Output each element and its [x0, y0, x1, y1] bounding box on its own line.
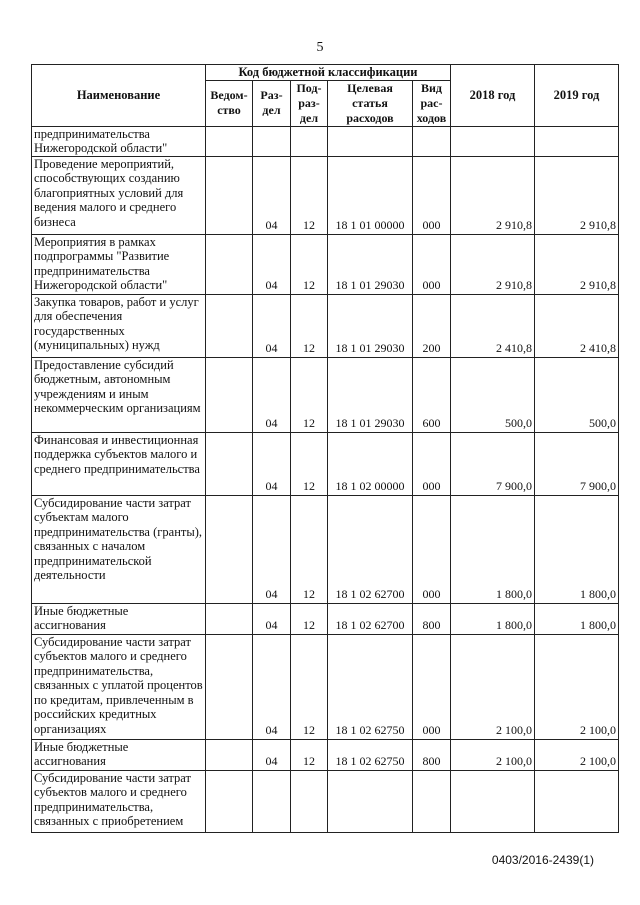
row-vid: 000	[413, 156, 451, 234]
row-razdel	[253, 770, 291, 832]
header-2018: 2018 год	[451, 65, 535, 127]
row-vedomstvo	[206, 234, 253, 294]
row-name: предпринимательства Нижегородской области"	[32, 126, 206, 156]
row-name: Иные бюджетные ассигнования	[32, 739, 206, 770]
header-budget-code-group: Код бюджетной классификации	[206, 65, 451, 81]
row-2018: 1 800,0	[451, 495, 535, 603]
row-2019: 2 910,8	[535, 156, 619, 234]
row-vid: 200	[413, 294, 451, 357]
row-vedomstvo	[206, 770, 253, 832]
row-vedomstvo	[206, 495, 253, 603]
row-2018: 2 100,0	[451, 739, 535, 770]
row-razdel: 04	[253, 603, 291, 634]
document-code: 0403/2016-2439(1)	[491, 853, 594, 867]
table-row	[32, 495, 619, 603]
row-target	[328, 770, 413, 832]
row-vid: 000	[413, 495, 451, 603]
row-2019: 500,0	[535, 357, 619, 432]
row-target: 18 1 02 62750	[328, 634, 413, 739]
row-vedomstvo	[206, 294, 253, 357]
row-vedomstvo	[206, 603, 253, 634]
row-razdel: 04	[253, 156, 291, 234]
row-vid	[413, 126, 451, 156]
row-razdel	[253, 126, 291, 156]
table-row	[32, 770, 619, 832]
row-2018: 7 900,0	[451, 432, 535, 495]
row-podrazdel: 12	[291, 294, 328, 357]
row-vid: 800	[413, 603, 451, 634]
row-razdel: 04	[253, 294, 291, 357]
table-row	[32, 739, 619, 770]
row-razdel: 04	[253, 357, 291, 432]
row-2019	[535, 126, 619, 156]
row-podrazdel: 12	[291, 495, 328, 603]
row-2018	[451, 770, 535, 832]
row-vedomstvo	[206, 126, 253, 156]
row-razdel: 04	[253, 432, 291, 495]
header-name: Наименование	[32, 65, 206, 127]
row-name: Проведение мероприятий, способствующих созданию благоприятных условий для ведения малого и среднего бизнеса	[32, 156, 206, 234]
row-podrazdel: 12	[291, 739, 328, 770]
row-vedomstvo	[206, 634, 253, 739]
row-podrazdel: 12	[291, 634, 328, 739]
row-2018	[451, 126, 535, 156]
row-name: Субсидирование части затрат субъектов малого и среднего предпринимательства, связанных с приобретением	[32, 770, 206, 832]
row-podrazdel	[291, 126, 328, 156]
row-vid: 000	[413, 234, 451, 294]
header-target: Целевая статья расходов	[328, 80, 413, 126]
table-row	[32, 603, 619, 634]
row-vid: 000	[413, 432, 451, 495]
row-2019	[535, 770, 619, 832]
row-podrazdel: 12	[291, 432, 328, 495]
row-vedomstvo	[206, 739, 253, 770]
table-row	[32, 234, 619, 294]
row-2018: 1 800,0	[451, 603, 535, 634]
row-2019: 2 100,0	[535, 634, 619, 739]
header-2019: 2019 год	[535, 65, 619, 127]
header-podrazdel: Под-раз-дел	[291, 80, 328, 126]
row-2019: 2 100,0	[535, 739, 619, 770]
row-target: 18 1 01 29030	[328, 357, 413, 432]
row-razdel: 04	[253, 234, 291, 294]
row-razdel: 04	[253, 739, 291, 770]
row-name: Иные бюджетные ассигнования	[32, 603, 206, 634]
row-name: Мероприятия в рамках подпрограммы "Развитие предпринимательства Нижегородской области"	[32, 234, 206, 294]
header-vedomstvo: Ведом-ство	[206, 80, 253, 126]
row-2018: 2 910,8	[451, 234, 535, 294]
row-vedomstvo	[206, 156, 253, 234]
row-2019: 7 900,0	[535, 432, 619, 495]
row-2019: 2 410,8	[535, 294, 619, 357]
row-2019: 2 910,8	[535, 234, 619, 294]
row-razdel: 04	[253, 634, 291, 739]
row-2018: 2 410,8	[451, 294, 535, 357]
row-2018: 2 100,0	[451, 634, 535, 739]
row-2019: 1 800,0	[535, 603, 619, 634]
row-vid	[413, 770, 451, 832]
row-podrazdel: 12	[291, 234, 328, 294]
table-row	[32, 634, 619, 739]
row-2019: 1 800,0	[535, 495, 619, 603]
row-target: 18 1 01 29030	[328, 234, 413, 294]
row-target	[328, 126, 413, 156]
row-target: 18 1 02 62750	[328, 739, 413, 770]
row-2018: 500,0	[451, 357, 535, 432]
row-target: 18 1 02 00000	[328, 432, 413, 495]
row-name: Закупка товаров, работ и услуг для обеспечения государственных (муниципальных) нужд	[32, 294, 206, 357]
row-target: 18 1 02 62700	[328, 495, 413, 603]
budget-table	[31, 64, 619, 833]
row-target: 18 1 02 62700	[328, 603, 413, 634]
row-name: Субсидирование части затрат субъектов малого и среднего предпринимательства, связанных с уплатой процентов по кредитам, привлеченным в российских кредитных организациях	[32, 634, 206, 739]
row-razdel: 04	[253, 495, 291, 603]
row-name: Предоставление субсидий бюджетным, автономным учреждениям и иным некоммерческим организациям	[32, 357, 206, 432]
row-vid: 800	[413, 739, 451, 770]
row-podrazdel: 12	[291, 603, 328, 634]
row-podrazdel: 12	[291, 156, 328, 234]
table-row	[32, 156, 619, 234]
row-2018: 2 910,8	[451, 156, 535, 234]
row-podrazdel	[291, 770, 328, 832]
row-vedomstvo	[206, 357, 253, 432]
table-row	[32, 294, 619, 357]
table-row	[32, 432, 619, 495]
row-target: 18 1 01 00000	[328, 156, 413, 234]
header-razdel: Раз-дел	[253, 80, 291, 126]
table-row	[32, 126, 619, 156]
table-row	[32, 357, 619, 432]
header-vid: Вид рас-ходов	[413, 80, 451, 126]
row-vedomstvo	[206, 432, 253, 495]
row-podrazdel: 12	[291, 357, 328, 432]
row-target: 18 1 01 29030	[328, 294, 413, 357]
page-number: 5	[316, 40, 324, 55]
row-vid: 600	[413, 357, 451, 432]
row-name: Финансовая и инвестиционная поддержка субъектов малого и среднего предпринимательства	[32, 432, 206, 495]
row-vid: 000	[413, 634, 451, 739]
row-name: Субсидирование части затрат субъектам малого предпринимательства (гранты), связанных с началом предпринимательской деятельности	[32, 495, 206, 603]
